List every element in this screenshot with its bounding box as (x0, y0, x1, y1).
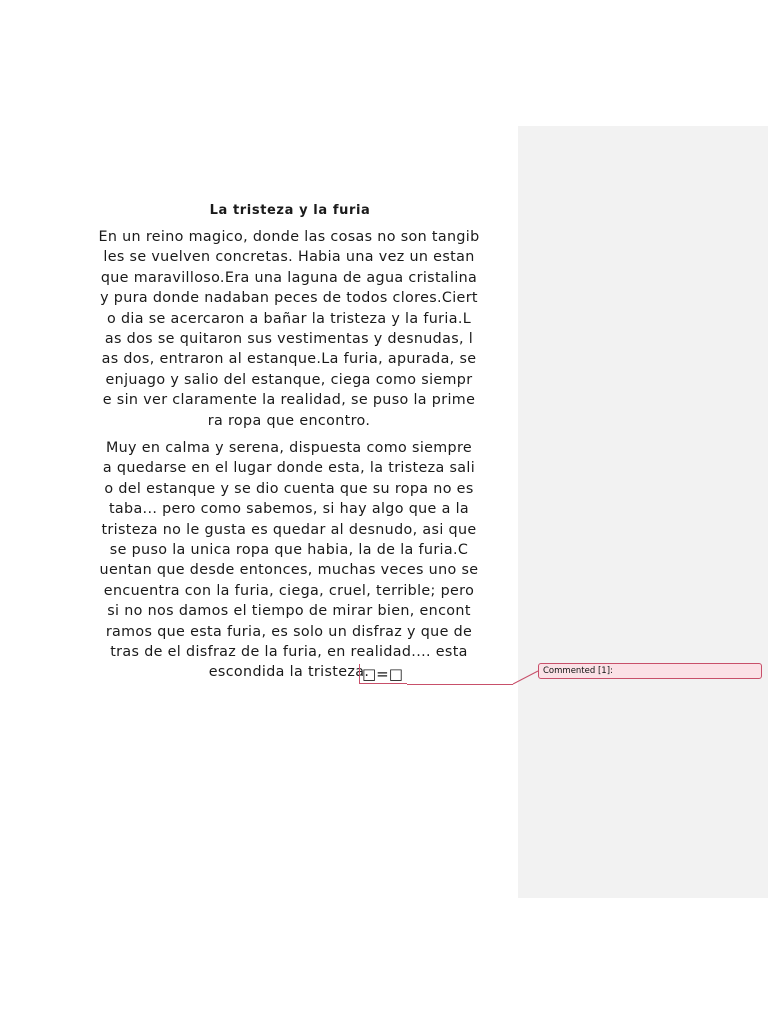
comment-margin-pane (518, 126, 768, 898)
document-title: La tristeza y la furia (209, 203, 371, 218)
text-line: escondida la tristeza. (208, 664, 370, 681)
text-line: encuentra con la furia, ciega, cruel, terrible; pero (103, 582, 475, 599)
text-line: si no nos damos el tiempo de mirar bien, encont (107, 603, 471, 620)
text-line: o del estanque y se dio cuenta que su ropa no es (104, 480, 474, 497)
text-line: ramos que esta furia, es solo un disfraz y que de (105, 623, 473, 640)
text-line: as dos se quitaron sus vestimentas y desnudas, l (104, 331, 474, 348)
text-line: ra ropa que encontro. (207, 412, 371, 429)
text-line: les se vuelven concretas. Habia una vez un estan (103, 249, 475, 266)
text-line: as dos, entraron al estanque.La furia, apurada, se (101, 351, 477, 368)
text-line: y pura donde nadaban peces de todos clores.Ciert (100, 290, 478, 307)
text-line: se puso la unica ropa que habia, la de la furia.C (109, 542, 469, 559)
text-line: enjuago y salio del estanque, ciega como siempr (105, 371, 473, 388)
text-line: que maravilloso.Era una laguna de agua cristalina (100, 269, 478, 286)
text-line: tristeza no le gusta es quedar al desnudo, asi que (101, 521, 477, 538)
text-line: o dia se acercaron a bañar la tristeza y la furia.L (106, 310, 472, 327)
text-line: Muy en calma y serena, dispuesta como siempre (105, 440, 473, 456)
comment-anchor-line (407, 684, 513, 685)
text-line: taba... pero como sabemos, si hay algo que a la (108, 501, 470, 518)
text-line: tras de el disfraz de la furia, en realidad.... esta (110, 644, 468, 661)
equation-object[interactable]: □=□ (359, 664, 407, 684)
paragraph-1 (68, 227, 510, 431)
comment-balloon[interactable]: Commented [1]: (538, 663, 762, 679)
text-line: En un reino magico, donde las cosas no son tangib (98, 229, 480, 245)
text-line: e sin ver claramente la realidad, se puso la prime (102, 392, 476, 409)
paragraph-2 (68, 438, 510, 683)
text-line: a quedarse en el lugar donde esta, la tristeza sali (102, 460, 476, 477)
text-line: uentan que desde entonces, muchas veces uno se (99, 562, 479, 579)
